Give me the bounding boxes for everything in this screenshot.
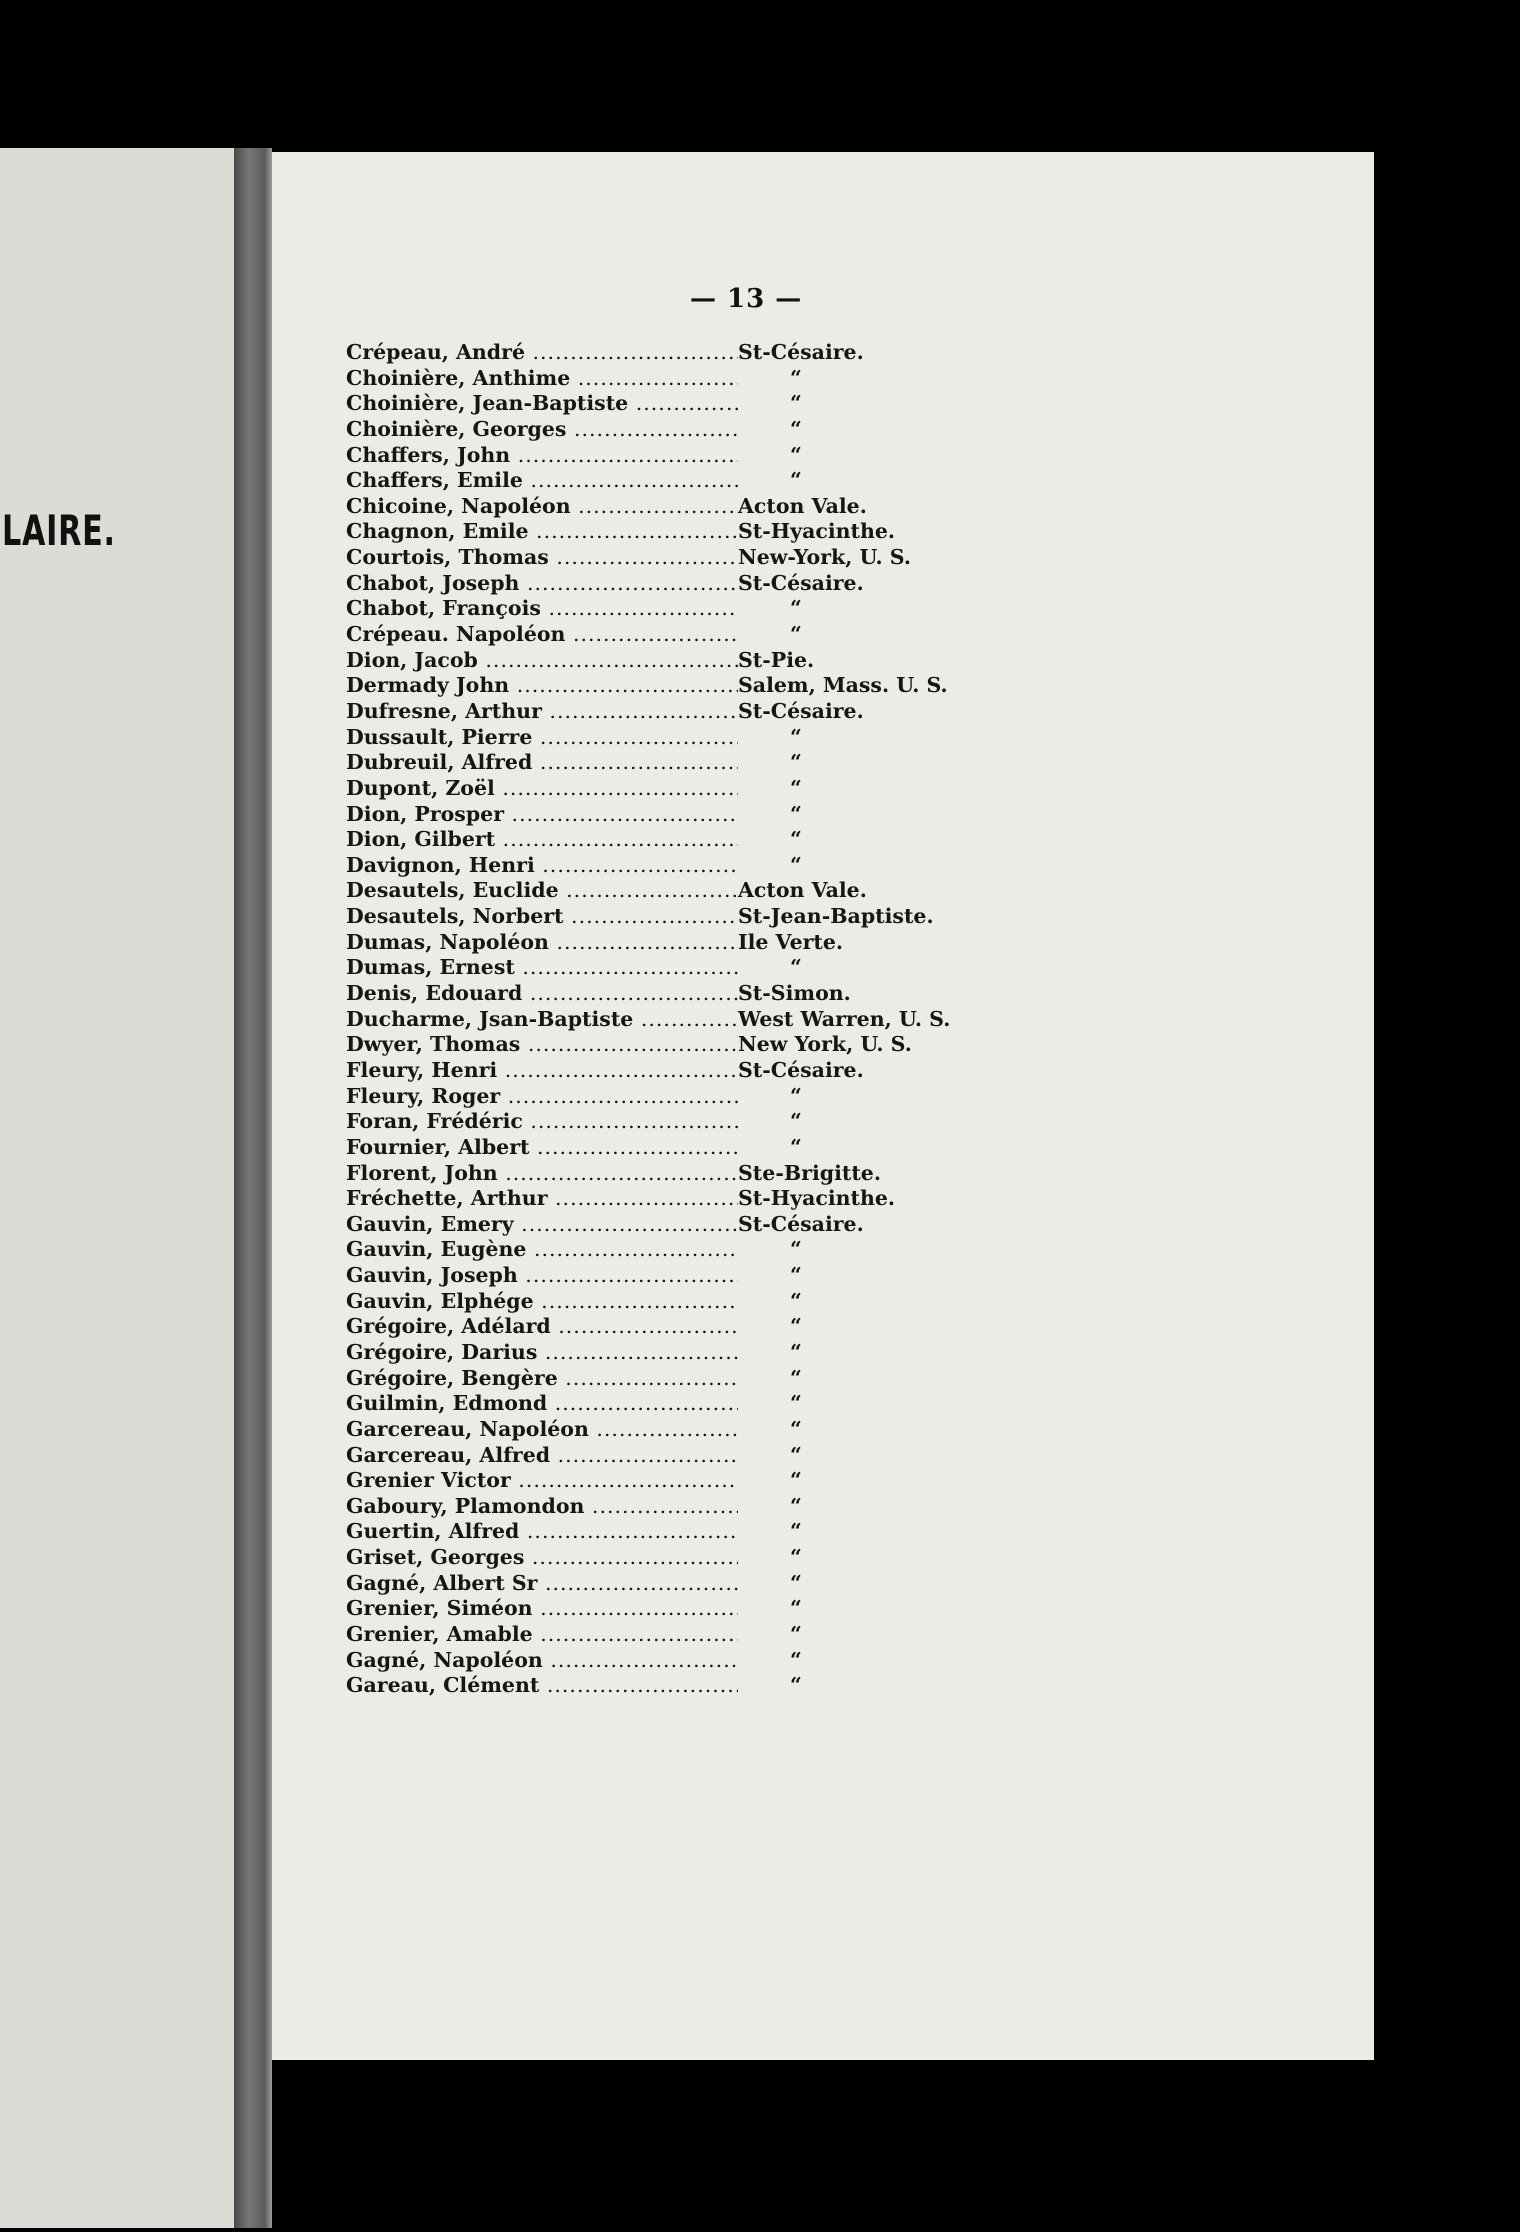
entry-name: Choinière, Anthime .....: [346, 366, 738, 392]
entry-place: St-Césaire.: [738, 1211, 864, 1236]
list-item: [346, 878, 986, 904]
entry-name: Desautels, Norbert .....: [346, 904, 738, 930]
entry-name: Dwyer, Thomas .....: [346, 1032, 738, 1058]
entry-name: Dion, Prosper .....: [346, 802, 738, 828]
entry-name: Garcereau, Alfred .....: [346, 1443, 738, 1469]
entry-name: Chaffers, Emile .....: [346, 468, 738, 494]
entry-name: Courtois, Thomas .....: [346, 545, 738, 571]
list-item: [346, 1648, 986, 1674]
entry-place: “: [790, 827, 802, 852]
list-item: [346, 1417, 986, 1443]
page-number: — 13 —: [690, 284, 803, 314]
entry-place: Ile Verte.: [738, 929, 844, 954]
entry-place: St-Césaire.: [738, 698, 864, 723]
list-item: [346, 725, 986, 751]
list-item: [346, 955, 986, 981]
list-item: [346, 596, 986, 622]
entry-name: Dion, Gilbert .....: [346, 827, 738, 853]
entry-place: “: [790, 1083, 802, 1108]
entry-place: “: [790, 1237, 802, 1262]
entry-name: Guertin, Alfred .....: [346, 1519, 738, 1545]
entry-place: “: [790, 1288, 802, 1313]
list-item: [346, 1007, 986, 1033]
list-item: [346, 802, 986, 828]
entry-place: “: [790, 596, 802, 621]
list-item: [346, 391, 986, 417]
entry-place: “: [790, 1109, 802, 1134]
entry-name: Dubreuil, Alfred .....: [346, 750, 738, 776]
entry-place: “: [790, 1365, 802, 1390]
entry-name: Fleury, Henri .....: [346, 1058, 738, 1084]
entry-name: Dumas, Ernest .....: [346, 955, 738, 981]
entry-name: Grégoire, Bengère .....: [346, 1366, 738, 1392]
entry-name: Choinière, Georges .....: [346, 417, 738, 443]
name-list: [346, 340, 986, 1699]
list-item: [346, 776, 986, 802]
entry-place: “: [790, 1468, 802, 1493]
list-item: [346, 1084, 986, 1110]
entry-name: Gauvin, Emery .....: [346, 1212, 738, 1238]
entry-place: “: [790, 852, 802, 877]
list-item: [346, 981, 986, 1007]
list-item: [346, 1289, 986, 1315]
entry-place: “: [790, 1570, 802, 1595]
entry-place: “: [790, 1442, 802, 1467]
entry-name: Gauvin, Joseph .....: [346, 1263, 738, 1289]
entry-name: Gagné, Albert Sr .....: [346, 1571, 738, 1597]
list-item: [346, 673, 986, 699]
entry-name: Grenier, Amable .....: [346, 1622, 738, 1648]
entry-name: Crépeau, André .....: [346, 340, 738, 366]
list-item: [346, 1571, 986, 1597]
entry-place: “: [790, 365, 802, 390]
list-item: [346, 1058, 986, 1084]
entry-place: St-Césaire.: [738, 570, 864, 595]
entry-name: Grenier Victor .....: [346, 1468, 738, 1494]
entry-name: Griset, Georges .....: [346, 1545, 738, 1571]
list-item: [346, 648, 986, 674]
entry-name: Foran, Frédéric .....: [346, 1109, 738, 1135]
entry-place: Acton Vale.: [738, 493, 867, 518]
entry-place: Ste-Brigitte.: [738, 1160, 881, 1185]
entry-place: St-Césaire.: [738, 1057, 864, 1082]
entry-name: Florent, John .....: [346, 1161, 738, 1187]
entry-place: “: [790, 1416, 802, 1441]
entry-name: Dupont, Zoël .....: [346, 776, 738, 802]
entry-place: “: [790, 955, 802, 980]
entry-place: St-Hyacinthe.: [738, 1186, 896, 1211]
entry-place: “: [790, 1493, 802, 1518]
list-item: [346, 366, 986, 392]
entry-place: “: [790, 416, 802, 441]
list-item: [346, 1545, 986, 1571]
list-item: [346, 494, 986, 520]
list-item: [346, 1673, 986, 1699]
list-item: [346, 1391, 986, 1417]
entry-place: “: [790, 1673, 802, 1698]
list-item: [346, 571, 986, 597]
entry-place: New-York, U. S.: [738, 545, 911, 570]
entry-place: St-Césaire.: [738, 340, 864, 364]
list-item: [346, 519, 986, 545]
entry-name: Gagné, Napoléon .....: [346, 1648, 738, 1674]
entry-name: Grégoire, Darius .....: [346, 1340, 738, 1366]
entry-name: Ducharme, Jsan-Baptiste .....: [346, 1007, 738, 1033]
entry-name: Dufresne, Arthur .....: [346, 699, 738, 725]
entry-place: “: [790, 1339, 802, 1364]
entry-place: St-Jean-Baptiste.: [738, 904, 934, 929]
entry-name: Denis, Edouard .....: [346, 981, 738, 1007]
list-item: [346, 417, 986, 443]
list-item: [346, 1186, 986, 1212]
entry-name: Choinière, Jean-Baptiste .....: [346, 391, 738, 417]
entry-place: “: [790, 468, 802, 493]
entry-place: Salem, Mass. U. S.: [738, 673, 948, 698]
entry-name: Chicoine, Napoléon .....: [346, 494, 738, 520]
entry-place: “: [790, 775, 802, 800]
list-item: [346, 1135, 986, 1161]
entry-place: St-Pie.: [738, 647, 815, 672]
entry-place: New York, U. S.: [738, 1032, 912, 1057]
entry-place: “: [790, 1596, 802, 1621]
entry-name: Desautels, Euclide .....: [346, 878, 738, 904]
entry-place: “: [790, 442, 802, 467]
list-item: [346, 1340, 986, 1366]
entry-name: Guilmin, Edmond .....: [346, 1391, 738, 1417]
list-item: [346, 1314, 986, 1340]
entry-name: Dussault, Pierre .....: [346, 725, 738, 751]
list-item: [346, 443, 986, 469]
entry-name: Chabot, François .....: [346, 596, 738, 622]
list-item: [346, 853, 986, 879]
entry-name: Gauvin, Eugène .....: [346, 1237, 738, 1263]
entry-name: Chabot, Joseph .....: [346, 571, 738, 597]
list-item: [346, 1468, 986, 1494]
entry-name: Davignon, Henri .....: [346, 853, 738, 879]
entry-place: “: [790, 1519, 802, 1544]
entry-name: Grégoire, Adélard .....: [346, 1314, 738, 1340]
list-item: [346, 750, 986, 776]
list-item: [346, 827, 986, 853]
entry-name: Fleury, Roger .....: [346, 1084, 738, 1110]
entry-place: St-Hyacinthe.: [738, 519, 896, 544]
entry-place: West Warren, U. S.: [738, 1006, 951, 1031]
entry-name: Crépeau. Napoléon .....: [346, 622, 738, 648]
entry-place: “: [790, 1134, 802, 1159]
entry-place: “: [790, 1263, 802, 1288]
entry-place: “: [790, 1545, 802, 1570]
list-item: [346, 1596, 986, 1622]
list-item: [346, 622, 986, 648]
entry-name: Dion, Jacob .....: [346, 648, 738, 674]
entry-name: Garcereau, Napoléon .....: [346, 1417, 738, 1443]
entry-name: Chagnon, Emile .....: [346, 519, 738, 545]
entry-place: “: [790, 622, 802, 647]
list-item: [346, 1366, 986, 1392]
list-item: [346, 1494, 986, 1520]
list-item: [346, 699, 986, 725]
entry-place: “: [790, 801, 802, 826]
list-item: [346, 1161, 986, 1187]
entry-name: Dermady John .....: [346, 673, 738, 699]
entry-name: Fréchette, Arthur .....: [346, 1186, 738, 1212]
entry-name: Gareau, Clément .....: [346, 1673, 738, 1699]
list-item: [346, 545, 986, 571]
entry-name: Fournier, Albert .....: [346, 1135, 738, 1161]
entry-place: “: [790, 1314, 802, 1339]
entry-place: St-Simon.: [738, 981, 851, 1006]
left-page-heading-fragment: LAIRE.: [2, 506, 116, 555]
list-item: [346, 1109, 986, 1135]
entry-place: Acton Vale.: [738, 878, 867, 903]
list-item: [346, 1237, 986, 1263]
entry-name: Grenier, Siméon .....: [346, 1596, 738, 1622]
list-item: [346, 1263, 986, 1289]
list-item: [346, 340, 986, 366]
list-item: [346, 1443, 986, 1469]
entry-place: “: [790, 1391, 802, 1416]
book-gutter: [234, 148, 272, 2228]
list-item: [346, 1622, 986, 1648]
entry-name: Gaboury, Plamondon .....: [346, 1494, 738, 1520]
entry-name: Dumas, Napoléon .....: [346, 930, 738, 956]
list-item: [346, 1032, 986, 1058]
list-item: [346, 930, 986, 956]
entry-place: “: [790, 724, 802, 749]
entry-place: “: [790, 1647, 802, 1672]
list-item: [346, 1519, 986, 1545]
entry-place: “: [790, 750, 802, 775]
list-item: [346, 468, 986, 494]
left-page: [0, 148, 234, 2228]
list-item: [346, 1212, 986, 1238]
list-item: [346, 904, 986, 930]
entry-place: “: [790, 1622, 802, 1647]
entry-name: Gauvin, Elphége .....: [346, 1289, 738, 1315]
entry-place: “: [790, 391, 802, 416]
entry-name: Chaffers, John .....: [346, 443, 738, 469]
